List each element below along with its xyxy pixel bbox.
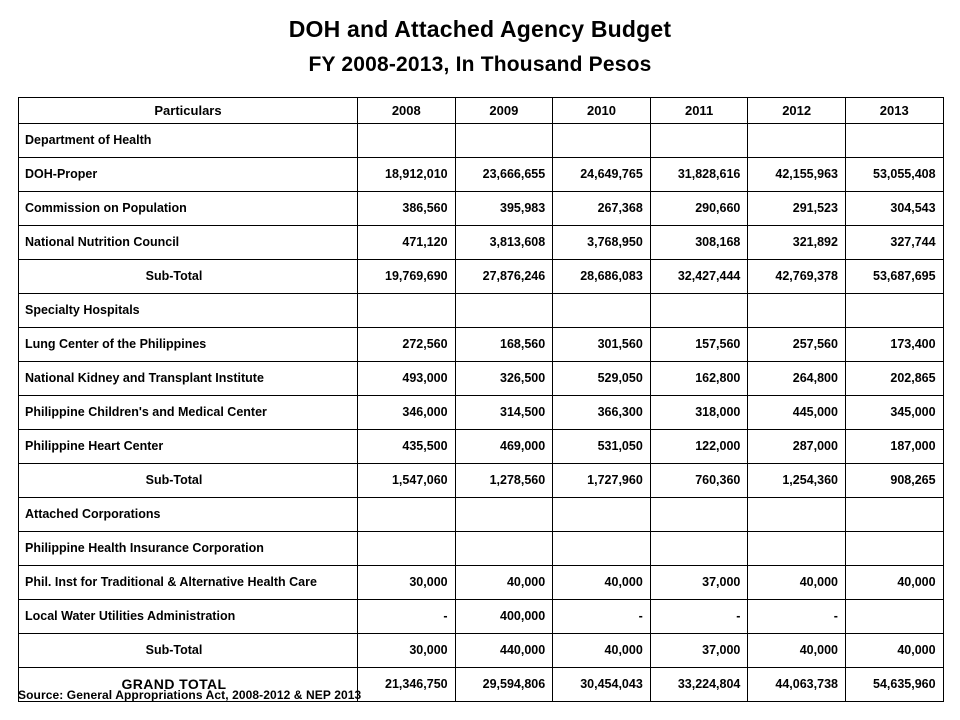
cell-value: 187,000 [845,430,943,464]
row-label: National Nutrition Council [19,226,358,260]
cell-value: 37,000 [650,634,748,668]
cell-value: 33,224,804 [650,668,748,702]
cell-value [553,124,651,158]
cell-value [358,294,456,328]
cell-value: 345,000 [845,396,943,430]
cell-value: 30,454,043 [553,668,651,702]
cell-value: 30,000 [358,566,456,600]
row-label: National Kidney and Transplant Institute [19,362,358,396]
cell-value: 44,063,738 [748,668,846,702]
table-row [19,634,944,668]
section-label: Attached Corporations [19,498,358,532]
cell-value: 24,649,765 [553,158,651,192]
cell-value: 1,278,560 [455,464,553,498]
cell-value: 908,265 [845,464,943,498]
section-label: Department of Health [19,124,358,158]
cell-value: 327,744 [845,226,943,260]
cell-value: 157,560 [650,328,748,362]
cell-value: 531,050 [553,430,651,464]
column-header-2013: 2013 [845,98,943,124]
cell-value: 440,000 [455,634,553,668]
table-row [19,600,944,634]
row-label: Commission on Population [19,192,358,226]
budget-table [18,97,944,702]
table-row [19,158,944,192]
cell-value: 40,000 [553,566,651,600]
cell-value [553,498,651,532]
table-row [19,294,944,328]
source-note: Source: General Appropriations Act, 2008-2012 & NEP 2013 [18,688,362,702]
cell-value [455,498,553,532]
cell-value [748,124,846,158]
cell-value: 31,828,616 [650,158,748,192]
cell-value: 122,000 [650,430,748,464]
column-header-2011: 2011 [650,98,748,124]
cell-value: 435,500 [358,430,456,464]
cell-value: 162,800 [650,362,748,396]
cell-value: 21,346,750 [358,668,456,702]
cell-value [650,532,748,566]
cell-value: 318,000 [650,396,748,430]
cell-value [748,498,846,532]
cell-value: 287,000 [748,430,846,464]
cell-value: 326,500 [455,362,553,396]
cell-value: 3,768,950 [553,226,651,260]
column-header-2010: 2010 [553,98,651,124]
cell-value [845,600,943,634]
cell-value: 42,769,378 [748,260,846,294]
cell-value: 366,300 [553,396,651,430]
subtotal-label: Sub-Total [19,634,358,668]
cell-value: 37,000 [650,566,748,600]
cell-value: 290,660 [650,192,748,226]
cell-value [455,532,553,566]
table-body [19,124,944,702]
cell-value: 30,000 [358,634,456,668]
page-subtitle: FY 2008-2013, In Thousand Pesos [308,53,652,76]
table-row [19,226,944,260]
table-row [19,396,944,430]
cell-value: 493,000 [358,362,456,396]
cell-value [845,124,943,158]
cell-value: 32,427,444 [650,260,748,294]
page-title: DOH and Attached Agency Budget [288,16,672,42]
cell-value: - [748,600,846,634]
grand-total-label: GRAND TOTAL [19,668,358,702]
cell-value: 40,000 [748,634,846,668]
subtotal-label: Sub-Total [19,260,358,294]
cell-value [650,498,748,532]
cell-value: 53,055,408 [845,158,943,192]
cell-value [553,532,651,566]
table-header-row [19,98,944,124]
cell-value [358,124,456,158]
table-row [19,566,944,600]
cell-value: 23,666,655 [455,158,553,192]
subtotal-label: Sub-Total [19,464,358,498]
cell-value: 28,686,083 [553,260,651,294]
cell-value [650,294,748,328]
row-label: Phil. Inst for Traditional & Alternative Health Care [19,566,358,600]
cell-value: 471,120 [358,226,456,260]
cell-value: 173,400 [845,328,943,362]
cell-value: 264,800 [748,362,846,396]
cell-value: 386,560 [358,192,456,226]
cell-value: 3,813,608 [455,226,553,260]
cell-value: 19,769,690 [358,260,456,294]
cell-value: 1,727,960 [553,464,651,498]
cell-value: 400,000 [455,600,553,634]
cell-value: 1,547,060 [358,464,456,498]
table-row [19,260,944,294]
row-label: Philippine Heart Center [19,430,358,464]
table-row [19,124,944,158]
cell-value: 40,000 [553,634,651,668]
cell-value [845,294,943,328]
cell-value: 40,000 [845,566,943,600]
cell-value: 54,635,960 [845,668,943,702]
section-label: Specialty Hospitals [19,294,358,328]
cell-value: 257,560 [748,328,846,362]
title-block [0,14,960,80]
column-header-2008: 2008 [358,98,456,124]
cell-value: 760,360 [650,464,748,498]
table-header [19,98,944,124]
table-row [19,464,944,498]
cell-value: 202,865 [845,362,943,396]
cell-value [358,498,456,532]
table-row [19,192,944,226]
cell-value: 301,560 [553,328,651,362]
cell-value [455,124,553,158]
cell-value [455,294,553,328]
row-label: Philippine Health Insurance Corporation [19,532,358,566]
table-row [19,362,944,396]
cell-value: 469,000 [455,430,553,464]
cell-value: 168,560 [455,328,553,362]
cell-value: 53,687,695 [845,260,943,294]
cell-value: 395,983 [455,192,553,226]
cell-value [553,294,651,328]
cell-value [845,532,943,566]
cell-value: 346,000 [358,396,456,430]
table-row [19,328,944,362]
cell-value: 314,500 [455,396,553,430]
row-label: Philippine Children's and Medical Center [19,396,358,430]
cell-value: 321,892 [748,226,846,260]
cell-value [358,532,456,566]
cell-value: 40,000 [845,634,943,668]
cell-value: - [650,600,748,634]
cell-value: 308,168 [650,226,748,260]
cell-value: 40,000 [748,566,846,600]
cell-value: - [553,600,651,634]
table-row [19,532,944,566]
row-label: Lung Center of the Philippines [19,328,358,362]
column-header-2009: 2009 [455,98,553,124]
cell-value: 445,000 [748,396,846,430]
table-row [19,498,944,532]
cell-value: 267,368 [553,192,651,226]
column-header-particulars: Particulars [19,98,358,124]
row-label: Local Water Utilities Administration [19,600,358,634]
cell-value: 29,594,806 [455,668,553,702]
cell-value: 40,000 [455,566,553,600]
cell-value: 529,050 [553,362,651,396]
column-header-2012: 2012 [748,98,846,124]
cell-value: - [358,600,456,634]
cell-value: 272,560 [358,328,456,362]
cell-value: 27,876,246 [455,260,553,294]
row-label: DOH-Proper [19,158,358,192]
cell-value [748,532,846,566]
cell-value: 42,155,963 [748,158,846,192]
table-row [19,430,944,464]
cell-value [748,294,846,328]
cell-value [650,124,748,158]
cell-value: 291,523 [748,192,846,226]
cell-value: 18,912,010 [358,158,456,192]
cell-value: 1,254,360 [748,464,846,498]
cell-value [845,498,943,532]
cell-value: 304,543 [845,192,943,226]
